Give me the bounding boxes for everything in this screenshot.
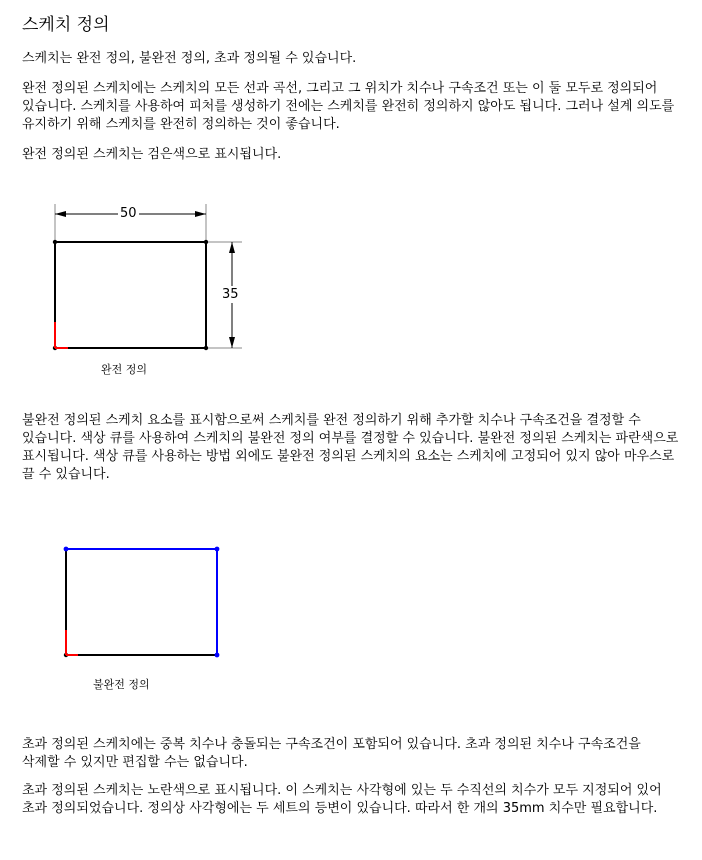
corner-point (53, 240, 57, 244)
under-defined-caption: 불완전 정의 (93, 678, 150, 691)
fully-defined-description: 완전 정의된 스케치에는 스케치의 모든 선과 곡선, 그리고 그 위치가 치수나 구속조건 또는 이 둘 모두로 정의되어 있습니다. 스케치를 사용하여 피처를 생성하기 전에는 스케치를 완전히 정의하지 않아도 됩니다. 그러나 설계 의도를 유지하기 위해 스케치를 완전히 정의하는 것이 좋습니다. (22, 81, 675, 132)
corner-point (204, 240, 208, 244)
dim-50-arrow-right (195, 211, 206, 217)
corner-point (53, 346, 57, 350)
dim-35-arrow-bottom (229, 337, 235, 348)
corner-point (204, 346, 208, 350)
corner-point (215, 547, 220, 552)
dimension-label-height[interactable]: 35 (222, 287, 239, 302)
over-defined-description: 초과 정의된 스케치에는 중복 치수나 충돌되는 구속조건이 포함되어 있습니다. 초과 정의된 치수나 구속조건을 삭제할 수 있지만 편집할 수는 없습니다. (22, 737, 641, 770)
corner-point (215, 653, 220, 658)
fully-defined-rectangle (55, 242, 206, 348)
dim-50-arrow-left (55, 211, 66, 217)
dimension-label-width[interactable]: 50 (120, 206, 137, 221)
corner-point (64, 547, 69, 552)
dim-35-arrow-top (229, 242, 235, 253)
corner-point (64, 653, 68, 657)
page-title: 스케치 정의 (22, 15, 110, 35)
under-defined-description: 불완전 정의된 스케치 요소를 표시함으로써 스케치를 완전 정의하기 위해 추가할 치수나 구속조건을 결정할 수 있습니다. 색상 큐를 사용하여 스케치의 불완전 정의 여부를 결정할 수 있습니다. 불완전 정의된 스케치는 파란색으로 표시됩니다. 색상 큐를 사용하는 방법 외에도 불완전 정의된 스케치의 요소는 스케치에 고정되어 있지 않아 마우스로 끌 수 있습니다. (22, 413, 679, 482)
over-defined-example: 초과 정의된 스케치는 노란색으로 표시됩니다. 이 스케치는 사각형에 있는 두 수직선의 치수가 모두 지정되어 있어 초과 정의되었습니다. 정의상 사각형에는 두 세트의 등변이 있습니다. 따라서 한 개의 35mm 치수만 필요합니다. (22, 783, 662, 816)
intro-paragraph: 스케치는 완전 정의, 불완전 정의, 초과 정의될 수 있습니다. (22, 51, 357, 66)
fully-defined-color-note: 완전 정의된 스케치는 검은색으로 표시됩니다. (22, 147, 282, 162)
fully-defined-caption: 완전 정의 (101, 363, 148, 376)
